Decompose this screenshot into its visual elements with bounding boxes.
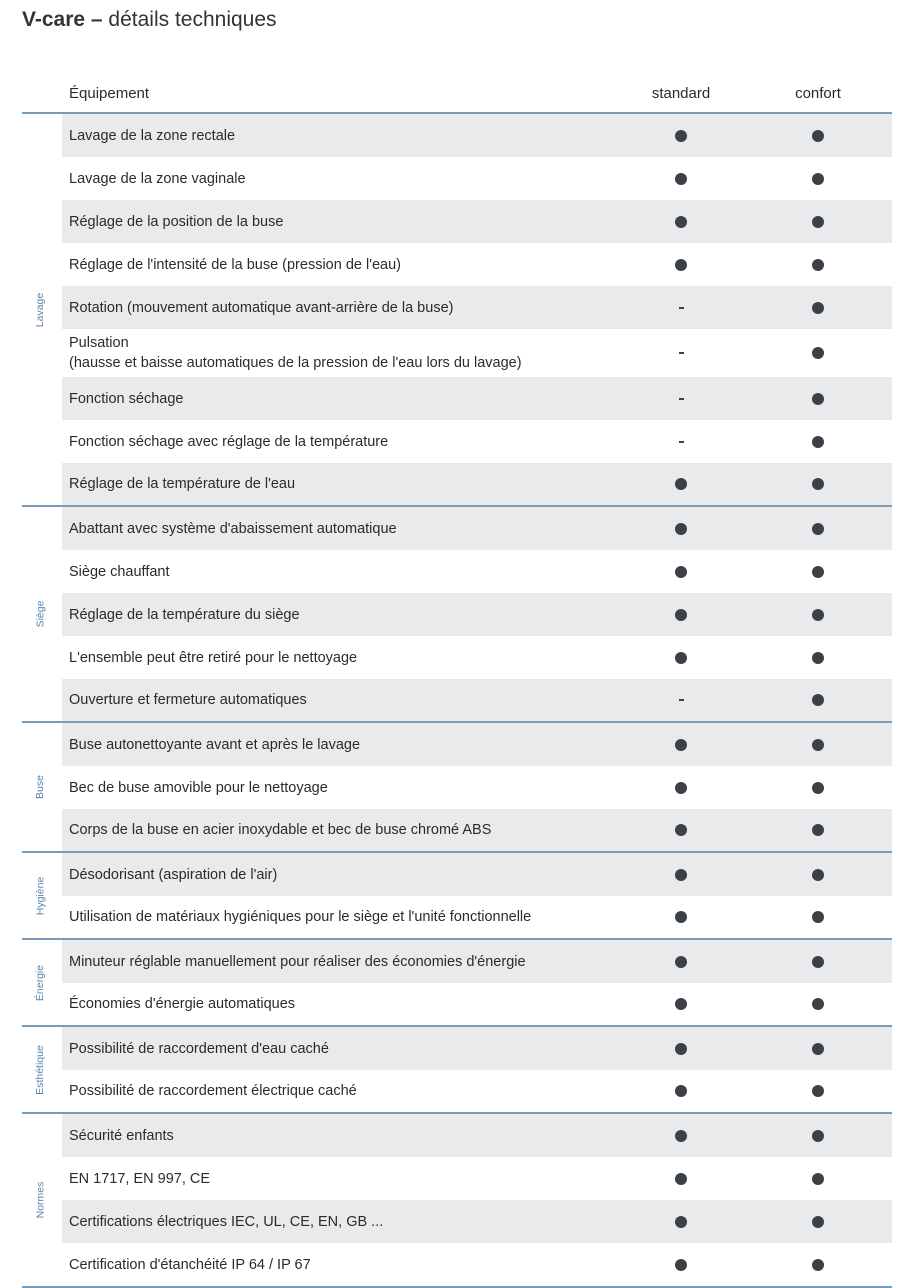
confort-cell <box>757 114 879 157</box>
confort-cell <box>757 1070 879 1112</box>
dash-icon <box>679 699 684 701</box>
group-1 <box>22 507 892 723</box>
table-row <box>62 896 892 938</box>
filled-dot-icon <box>812 302 824 314</box>
table-row <box>62 853 892 896</box>
row-label <box>69 723 592 766</box>
table-row <box>62 114 892 157</box>
group-4 <box>22 940 892 1027</box>
row-label-text: Possibilité de raccordement d'eau caché <box>69 1040 329 1057</box>
filled-dot-icon <box>675 911 687 923</box>
filled-dot-icon <box>812 393 824 405</box>
filled-dot-icon <box>675 523 687 535</box>
filled-dot-icon <box>812 130 824 142</box>
row-label <box>69 940 592 983</box>
group-label-text: Énergie <box>34 964 47 1001</box>
standard-cell <box>620 1114 742 1157</box>
row-label-text: Réglage de la température de l'eau <box>69 476 296 492</box>
filled-dot-icon <box>675 609 687 621</box>
spec-table <box>22 74 892 1288</box>
row-label-text: Désodorisant (aspiration de l'air) <box>69 866 278 883</box>
filled-dot-icon <box>812 347 824 359</box>
confort-cell <box>757 1243 879 1286</box>
confort-cell <box>757 286 879 329</box>
confort-cell <box>757 463 879 505</box>
row-label <box>69 853 592 896</box>
confort-cell <box>757 766 879 809</box>
table-row <box>62 157 892 200</box>
filled-dot-icon <box>812 998 824 1010</box>
standard-cell <box>620 507 742 550</box>
table-row <box>62 766 892 809</box>
table-row <box>62 286 892 329</box>
group-label <box>22 853 58 938</box>
confort-cell <box>757 940 879 983</box>
confort-cell <box>757 420 879 463</box>
group-5 <box>22 1027 892 1114</box>
table-row <box>62 507 892 550</box>
row-label-text: Réglage de la température du siège <box>69 606 300 623</box>
filled-dot-icon <box>812 1043 824 1055</box>
row-label-text: Rotation (mouvement automatique avant-arrière de la buse) <box>69 299 454 316</box>
confort-cell <box>757 896 879 938</box>
filled-dot-icon <box>675 998 687 1010</box>
standard-cell <box>620 420 742 463</box>
filled-dot-icon <box>675 1173 687 1185</box>
table-row <box>62 1114 892 1157</box>
row-label-text: Réglage de la position de la buse <box>69 213 284 230</box>
confort-cell <box>757 157 879 200</box>
row-label <box>69 286 592 329</box>
group-label <box>22 1114 58 1286</box>
standard-cell <box>620 463 742 505</box>
standard-cell <box>620 1027 742 1070</box>
standard-cell <box>620 940 742 983</box>
group-label <box>22 114 58 505</box>
group-2 <box>22 723 892 853</box>
table-row <box>62 593 892 636</box>
column-header-confort: confort <box>795 85 841 102</box>
group-3 <box>22 853 892 940</box>
dash-icon <box>679 352 684 354</box>
filled-dot-icon <box>812 1085 824 1097</box>
filled-dot-icon <box>812 782 824 794</box>
filled-dot-icon <box>812 566 824 578</box>
filled-dot-icon <box>675 1216 687 1228</box>
column-header-standard: standard <box>651 85 711 102</box>
row-label-text: Lavage de la zone rectale <box>69 127 236 144</box>
filled-dot-icon <box>812 1173 824 1185</box>
group-label-text: Buse <box>34 775 46 799</box>
confort-cell <box>757 809 879 851</box>
filled-dot-icon <box>675 1259 687 1271</box>
table-row <box>62 679 892 721</box>
standard-cell <box>620 550 742 593</box>
filled-dot-icon <box>675 782 687 794</box>
confort-cell <box>757 636 879 679</box>
standard-cell <box>620 200 742 243</box>
group-0 <box>22 114 892 507</box>
standard-cell <box>620 853 742 896</box>
filled-dot-icon <box>675 956 687 968</box>
confort-cell <box>757 593 879 636</box>
filled-dot-icon <box>675 130 687 142</box>
row-label-text: Certification d'étanchéité IP 64 / IP 67 <box>69 1256 311 1273</box>
filled-dot-icon <box>812 1259 824 1271</box>
standard-cell <box>620 157 742 200</box>
title-brand: V-care – <box>22 8 103 31</box>
table-row <box>62 1070 892 1112</box>
row-label-text: Certifications électriques IEC, UL, CE, EN, GB ... <box>69 1213 384 1230</box>
row-label <box>69 593 592 636</box>
filled-dot-icon <box>812 694 824 706</box>
filled-dot-icon <box>675 824 687 836</box>
row-label <box>69 243 592 286</box>
table-row <box>62 550 892 593</box>
standard-cell <box>620 377 742 420</box>
filled-dot-icon <box>812 1130 824 1142</box>
standard-cell <box>620 1157 742 1200</box>
row-label <box>69 1157 592 1200</box>
table-row <box>62 983 892 1025</box>
row-label-text: Possibilité de raccordement électrique caché <box>69 1083 357 1099</box>
row-label <box>69 200 592 243</box>
filled-dot-icon <box>812 436 824 448</box>
standard-cell <box>620 243 742 286</box>
table-header <box>22 74 892 114</box>
title-rest: détails techniques <box>102 8 277 31</box>
standard-cell <box>620 766 742 809</box>
filled-dot-icon <box>812 609 824 621</box>
group-6 <box>22 1114 892 1288</box>
filled-dot-icon <box>812 956 824 968</box>
row-label <box>69 157 592 200</box>
row-label-text: Économies d'énergie automatiques <box>69 996 296 1012</box>
filled-dot-icon <box>675 869 687 881</box>
row-label-text: Sécurité enfants <box>69 1127 174 1144</box>
row-label <box>69 1070 592 1112</box>
table-row <box>62 420 892 463</box>
row-label-text: Bec de buse amovible pour le nettoyage <box>69 779 328 796</box>
table-row <box>62 1027 892 1070</box>
group-label <box>22 507 58 721</box>
confort-cell <box>757 329 879 377</box>
dash-icon <box>679 307 684 309</box>
confort-cell <box>757 377 879 420</box>
row-label <box>69 550 592 593</box>
row-label <box>69 420 592 463</box>
row-label-text: Ouverture et fermeture automatiques <box>69 692 307 708</box>
table-row <box>62 723 892 766</box>
confort-cell <box>757 1200 879 1243</box>
page-title <box>22 8 277 32</box>
row-label-text: Lavage de la zone vaginale <box>69 170 246 187</box>
group-label-text: Siège <box>33 600 46 628</box>
filled-dot-icon <box>675 1085 687 1097</box>
row-label <box>69 463 592 505</box>
row-label <box>69 1200 592 1243</box>
group-label <box>22 1027 58 1112</box>
row-label-text: L'ensemble peut être retiré pour le nettoyage <box>69 649 358 666</box>
filled-dot-icon <box>675 259 687 271</box>
filled-dot-icon <box>812 1216 824 1228</box>
filled-dot-icon <box>812 478 824 490</box>
row-label-text: Corps de la buse en acier inoxydable et bec de buse chromé ABS <box>69 822 492 838</box>
group-label-text: Lavage <box>33 292 46 327</box>
standard-cell <box>620 896 742 938</box>
filled-dot-icon <box>812 259 824 271</box>
row-label <box>69 679 592 721</box>
table-row <box>62 200 892 243</box>
dash-icon <box>679 398 684 400</box>
confort-cell <box>757 1114 879 1157</box>
row-label <box>69 983 592 1025</box>
standard-cell <box>620 1200 742 1243</box>
confort-cell <box>757 983 879 1025</box>
filled-dot-icon <box>675 478 687 490</box>
filled-dot-icon <box>675 216 687 228</box>
confort-cell <box>757 200 879 243</box>
row-label-text: EN 1717, EN 997, CE <box>69 1170 211 1187</box>
confort-cell <box>757 550 879 593</box>
confort-cell <box>757 679 879 721</box>
standard-cell <box>620 1070 742 1112</box>
table-row <box>62 243 892 286</box>
row-label <box>69 507 592 550</box>
filled-dot-icon <box>675 566 687 578</box>
filled-dot-icon <box>812 216 824 228</box>
confort-cell <box>757 507 879 550</box>
standard-cell <box>620 286 742 329</box>
row-label <box>69 809 592 851</box>
row-label-text: Fonction séchage avec réglage de la température <box>69 433 389 450</box>
row-label-text: Fonction séchage <box>69 390 184 407</box>
row-label <box>69 636 592 679</box>
row-label-text: Utilisation de matériaux hygiéniques pour le siège et l'unité fonctionnelle <box>69 909 532 925</box>
group-label <box>22 940 58 1025</box>
filled-dot-icon <box>812 869 824 881</box>
table-row <box>62 1200 892 1243</box>
confort-cell <box>757 243 879 286</box>
standard-cell <box>620 1243 742 1286</box>
table-row <box>62 377 892 420</box>
filled-dot-icon <box>675 739 687 751</box>
filled-dot-icon <box>812 173 824 185</box>
row-label-subtext: (hausse et baisse automatiques de la pression de l'eau lors du lavage) <box>69 355 522 371</box>
row-label <box>69 1243 592 1286</box>
table-row <box>62 809 892 851</box>
row-label <box>69 896 592 938</box>
group-label <box>22 723 58 851</box>
group-label-text: Normes <box>34 1181 47 1219</box>
filled-dot-icon <box>675 1130 687 1142</box>
filled-dot-icon <box>812 911 824 923</box>
group-label-text: Hygiène <box>34 876 46 915</box>
row-label <box>69 1114 592 1157</box>
dash-icon <box>679 441 684 443</box>
row-label <box>69 766 592 809</box>
filled-dot-icon <box>812 652 824 664</box>
table-row <box>62 1243 892 1286</box>
standard-cell <box>620 329 742 377</box>
filled-dot-icon <box>812 739 824 751</box>
table-row <box>62 940 892 983</box>
table-row <box>62 1157 892 1200</box>
standard-cell <box>620 636 742 679</box>
row-label <box>69 329 592 377</box>
row-label <box>69 1027 592 1070</box>
table-row <box>62 463 892 505</box>
row-label-text: Minuteur réglable manuellement pour réaliser des économies d'énergie <box>69 953 526 970</box>
row-label <box>69 377 592 420</box>
row-label-text: Abattant avec système d'abaissement automatique <box>69 520 397 537</box>
confort-cell <box>757 723 879 766</box>
confort-cell <box>757 1027 879 1070</box>
filled-dot-icon <box>675 173 687 185</box>
standard-cell <box>620 723 742 766</box>
column-header-equipment: Équipement <box>69 85 150 102</box>
standard-cell <box>620 679 742 721</box>
row-label-text: Siège chauffant <box>69 563 170 580</box>
row-label-text: Réglage de l'intensité de la buse (pression de l'eau) <box>69 256 401 273</box>
filled-dot-icon <box>812 824 824 836</box>
table-row <box>62 636 892 679</box>
group-label-text: Esthétique <box>34 1044 46 1095</box>
confort-cell <box>757 1157 879 1200</box>
row-label-text: Buse autonettoyante avant et après le lavage <box>69 736 361 753</box>
standard-cell <box>620 983 742 1025</box>
confort-cell <box>757 853 879 896</box>
filled-dot-icon <box>675 652 687 664</box>
filled-dot-icon <box>812 523 824 535</box>
filled-dot-icon <box>675 1043 687 1055</box>
row-label-text: Pulsation <box>69 335 129 351</box>
row-label <box>69 114 592 157</box>
standard-cell <box>620 809 742 851</box>
table-row <box>62 329 892 377</box>
standard-cell <box>620 593 742 636</box>
standard-cell <box>620 114 742 157</box>
